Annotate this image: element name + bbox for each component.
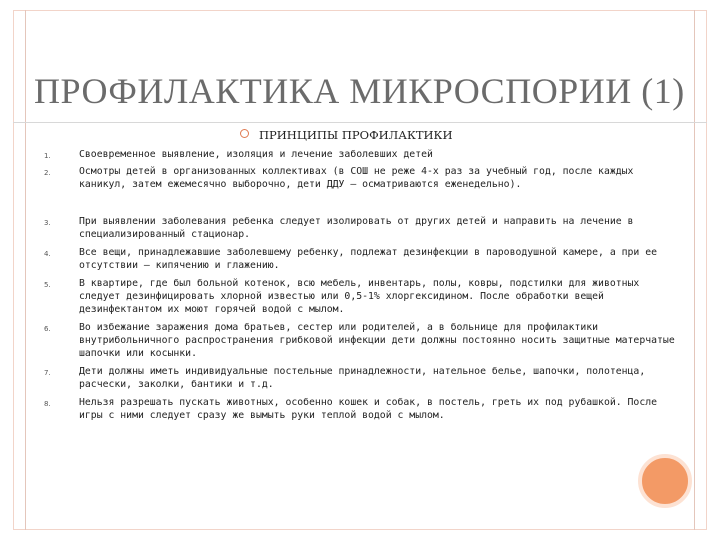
list-item-text: Все вещи, принадлежавшие заболевшему ребенку, подлежат дезинфекции в пароводушной камере, а при ее отсутствии – кипячению и глажению.: [79, 247, 658, 271]
list-item-number: 7.: [44, 369, 51, 377]
subtitle-row: [240, 128, 452, 142]
list-item-text: При выявлении заболевания ребенка следует изолировать от других детей и направить на лечение в специализированный стационар.: [79, 216, 634, 240]
list-item: [44, 215, 684, 241]
list-item-number: 2.: [44, 169, 51, 177]
list-item-text: Осмотры детей в организованных коллективах (в СОШ не реже 4-х раз за учебный год, после каждых каникул, затем ежемесячно выборочно, дети ДДУ – осматриваются еженедельно).: [79, 166, 634, 190]
list-item-number: 8.: [44, 400, 51, 408]
list-item-number: 4.: [44, 250, 51, 258]
list-item-text: Дети должны иметь индивидуальные постельные принадлежности, нательное белье, шапочки, полотенца, расчески, заколки, бантики и т.д.: [79, 366, 646, 390]
list-item: [44, 365, 684, 391]
slide-title: ПРОФИЛАКТИКА МИКРОСПОРИИ (1): [34, 71, 685, 111]
list-item-number: 6.: [44, 325, 51, 333]
list-item: [44, 277, 684, 316]
list-item: [44, 396, 684, 422]
list-item: [44, 165, 684, 191]
list-item-number: 5.: [44, 281, 51, 289]
decorative-circle: [638, 454, 692, 508]
title-divider: [13, 122, 707, 123]
list-item: [44, 321, 684, 360]
prevention-list: [44, 148, 684, 422]
list-item-text: В квартире, где был больной котенок, всю мебель, инвентарь, полы, ковры, подстилки для животных следует дезинфицировать хлорной известью или 0,5-1% хлоргексидином. После обработки вещей дезинфектантом их моют горячей водой с мылом.: [79, 278, 640, 315]
list-item: [44, 246, 684, 272]
list-item: [44, 148, 684, 161]
ring-bullet-icon: [240, 129, 249, 138]
list-item-text: Во избежание заражения дома братьев, сестер или родителей, а в больнице для профилактики внутрибольничного распространения грибковой инфекции дети должны постоянно носить защитные матерчатые шапочки или косынки.: [79, 322, 675, 359]
frame-vertical-line-right: [694, 10, 695, 530]
list-item-number: 1.: [44, 152, 51, 160]
list-item-text: Нельзя разрешать пускать животных, особенно кошек и собак, в постель, греть их под рубашкой. После игры с ними следует сразу же вымыть руки теплой водой с мылом.: [79, 397, 658, 421]
frame-vertical-line-left: [25, 10, 26, 530]
list-item-number: 3.: [44, 219, 51, 227]
list-item-text: Своевременное выявление, изоляция и лечение заболевших детей: [79, 149, 433, 160]
subtitle: ПРИНЦИПЫ ПРОФИЛАКТИКИ: [259, 128, 453, 142]
